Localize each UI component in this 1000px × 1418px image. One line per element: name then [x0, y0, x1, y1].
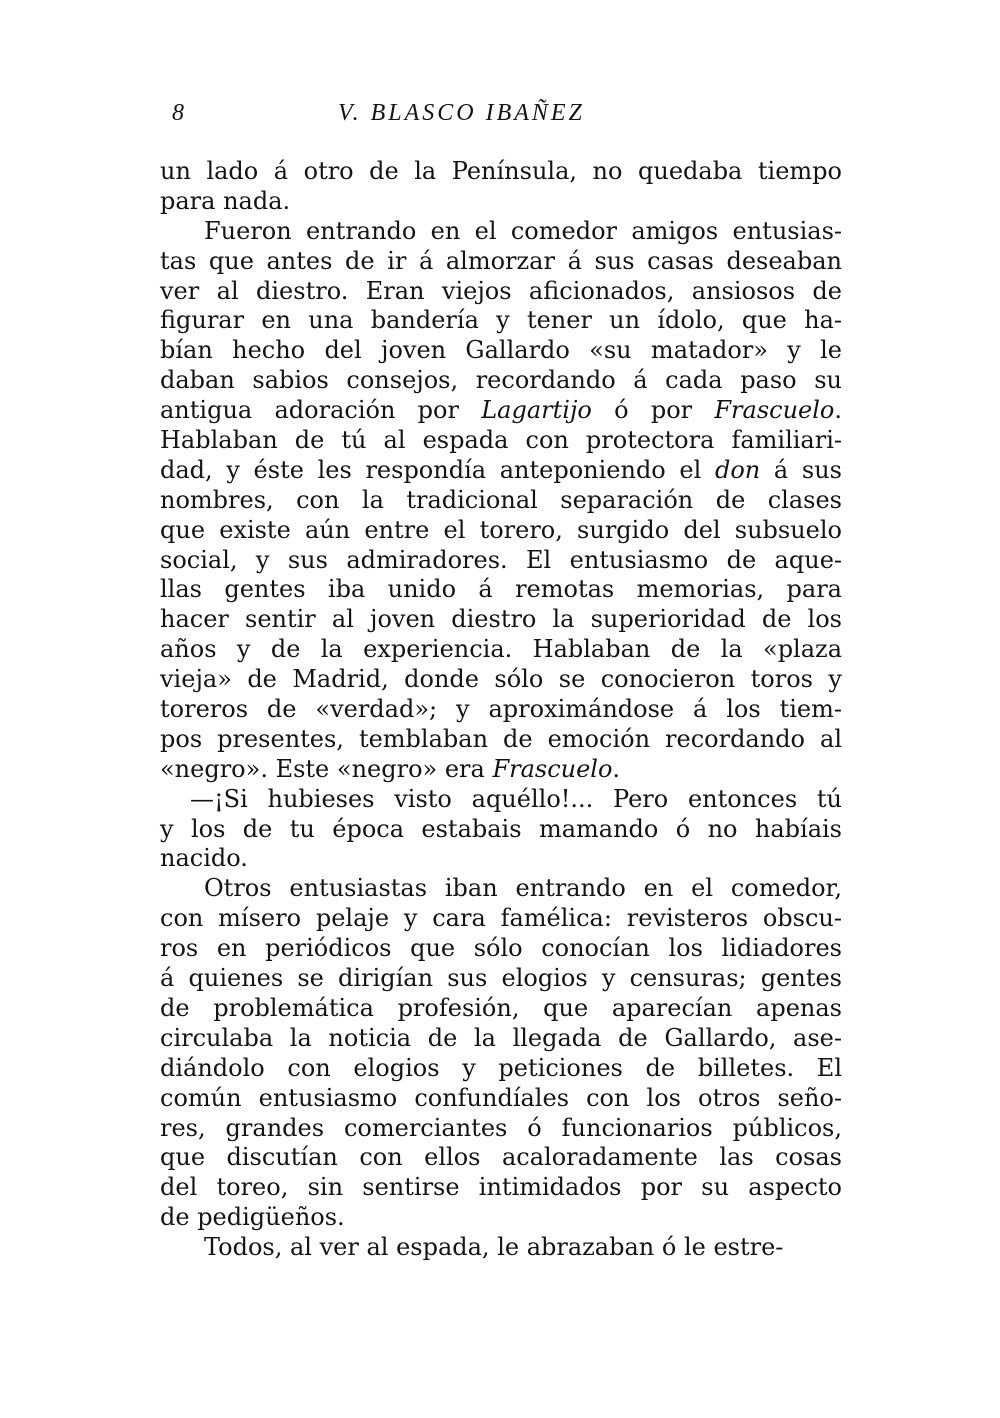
page-number: 8 — [172, 100, 184, 126]
page-header — [160, 100, 840, 140]
text-line: vieja» de Madrid, donde sólo se conocieron toros y — [160, 665, 842, 694]
text-line: toreros de «verdad»; y aproximándose á los tiem- — [160, 695, 842, 724]
text-line: nombres, con la tradicional separación de clases — [160, 485, 842, 514]
text-line: Hablaban de tú al espada con protectora familiari- — [160, 426, 842, 455]
text-line: á quienes se dirigían sus elogios y censuras; gentes — [160, 964, 842, 993]
text-line: figurar en una bandería y tener un ídolo, que ha- — [160, 306, 842, 335]
text-line: diándolo con elogios y peticiones de billetes. El — [160, 1053, 842, 1082]
text-line: daban sabios consejos, recordando á cada paso su — [160, 366, 842, 395]
text-line: que discutían con ellos acaloradamente las cosas — [160, 1143, 842, 1172]
text-line: un lado á otro de la Península, no quedaba tiempo — [160, 157, 842, 185]
text-line: res, grandes comerciantes ó funcionarios públicos, — [160, 1113, 842, 1142]
text-line: Fueron entrando en el comedor amigos entusias- — [204, 216, 842, 245]
text-line: con mísero pelaje y cara famélica: revisteros obscu- — [160, 904, 842, 933]
text-line: para nada. — [160, 186, 291, 215]
text-line: años y de la experiencia. Hablaban de la «plaza — [160, 635, 842, 664]
text-line: del toreo, sin sentirse intimidados por su aspecto — [160, 1173, 842, 1202]
running-head: V. BLASCO IBAÑEZ — [338, 100, 585, 126]
text-line: y los de tu época estabais mamando ó no habíais — [160, 814, 842, 843]
text-line: de pedigüeños. — [160, 1203, 345, 1232]
text-line: de problemática profesión, que aparecían apenas — [160, 993, 842, 1022]
text-line: tas que antes de ir á almorzar á sus casas deseaban — [160, 246, 842, 275]
text-line: ver al diestro. Eran viejos aficionados, ansiosos de — [160, 276, 842, 305]
text-line: común entusiasmo confundíales con los otros seño- — [160, 1083, 842, 1112]
text-line: Todos, al ver al espada, le abrazaban ó le estre- — [204, 1233, 784, 1262]
text-line: —¡Si hubieses visto aquéllo!... Pero entonces tú — [190, 784, 842, 813]
text-line: pos presentes, temblaban de emoción recordando al — [160, 724, 842, 753]
text-line: antigua adoración por Lagartijo ó por Frascuelo. — [160, 396, 843, 425]
text-line: que existe aún entre el torero, surgido del subsuelo — [160, 515, 842, 544]
text-line: «negro». Este «negro» era Frascuelo. — [160, 754, 621, 783]
text-line: ros en periódicos que sólo conocían los lidiadores — [160, 934, 842, 963]
text-line: bían hecho del joven Gallardo «su matador» y le — [160, 336, 842, 365]
text-line: nacido. — [160, 844, 248, 873]
body-text — [160, 157, 842, 1263]
text-line: circulaba la noticia de la llegada de Gallardo, ase- — [160, 1023, 842, 1052]
text-line: Otros entusiastas iban entrando en el comedor, — [204, 874, 842, 903]
text-line: hacer sentir al joven diestro la superioridad de los — [160, 605, 842, 634]
text-line: dad, y éste les respondía anteponiendo el don á sus — [160, 455, 842, 484]
text-line: llas gentes iba unido á remotas memorias, para — [160, 575, 842, 604]
text-line: social, y sus admiradores. El entusiasmo de aque- — [160, 545, 842, 574]
